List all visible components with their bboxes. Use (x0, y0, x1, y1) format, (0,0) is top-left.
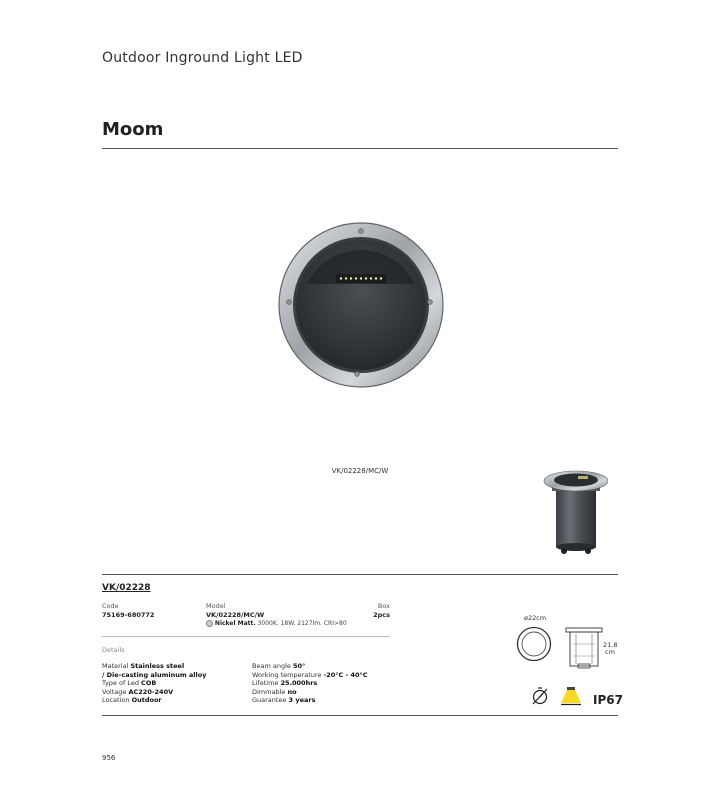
detail-led-type: Type of Led COB (102, 679, 157, 688)
variant-finish: Nickel Matt. (214, 620, 256, 627)
detail-beam-angle: Beam angle 50° (252, 662, 306, 670)
top-view-drawing (516, 626, 552, 662)
side-view-drawing (564, 626, 604, 670)
height-label: 21.8 cm (603, 641, 618, 656)
product-code-link[interactable]: VK/02228 (102, 583, 151, 593)
detail-dimmable: Dimmable no (252, 687, 297, 696)
no-dimmer-icon (530, 686, 550, 706)
code-label: Code (102, 602, 119, 610)
code-value: 75169-680772 (102, 611, 155, 619)
detail-voltage: Voltage AC220-240V (102, 687, 174, 696)
header-divider (102, 148, 618, 149)
box-value: 2pcs (373, 611, 390, 619)
detail-guarantee: Guarantee 3 years (252, 696, 316, 705)
page-number: 956 (102, 754, 116, 762)
detail-lifetime: Lifetime 25.000hrs (252, 679, 318, 688)
details-divider (102, 636, 390, 637)
details-label: Details (102, 646, 125, 654)
detail-material: Material Stainless steel (102, 662, 185, 670)
ip-rating: IP67 (593, 693, 623, 707)
variant-row (206, 620, 347, 627)
detail-working-temp: Working temperature -20°C - 40°C (252, 670, 368, 679)
details-right-column (252, 662, 368, 705)
product-title: Moom (102, 119, 164, 140)
variant-specs: 3000K. 18W. 2127lm. CRI>80 (257, 620, 347, 627)
detail-material-cont: / Die-casting aluminum alloy (102, 670, 207, 679)
spec-divider-bottom (102, 715, 618, 716)
product-side-view-image (542, 467, 608, 559)
detail-location: Location Outdoor (102, 696, 162, 705)
box-label: Box (377, 602, 390, 610)
spec-divider-top (102, 574, 618, 575)
details-left-column (102, 662, 206, 705)
category-title: Outdoor Inground Light LED (102, 50, 303, 66)
diameter-label: ø22cm (524, 614, 547, 622)
light-beam-icon (560, 686, 582, 706)
model-value: VK/02228/MC/W (206, 611, 265, 619)
finish-swatch-icon (206, 620, 213, 627)
hero-caption: VK/02228/MC/W (331, 467, 389, 475)
product-top-view-image (278, 222, 444, 388)
model-label: Model (206, 602, 226, 610)
